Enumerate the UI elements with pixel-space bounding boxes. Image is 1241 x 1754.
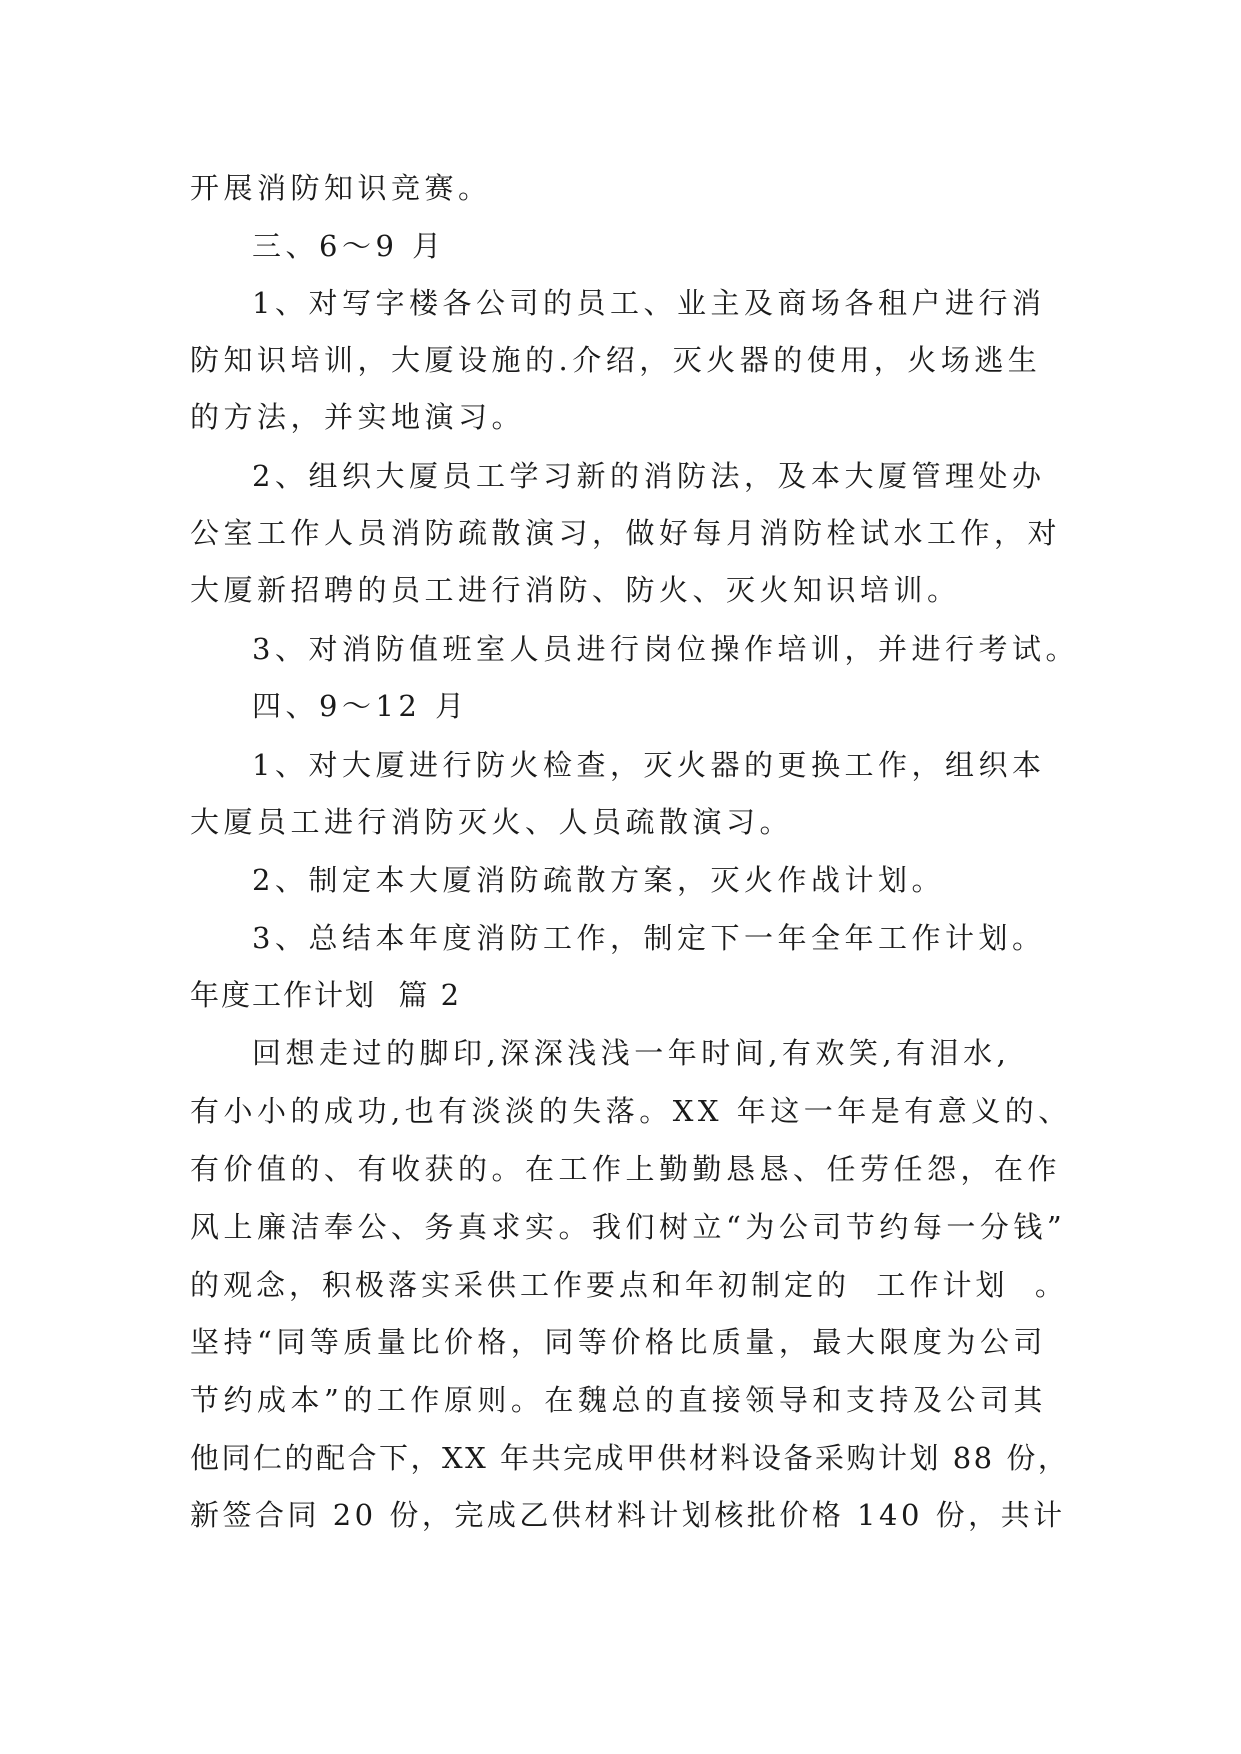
text-line: 回想走过的脚印,深深浅浅一年时间,有欢笑,有泪水, [252, 1036, 1011, 1070]
text-line: 大厦员工进行消防灭火、人员疏散演习。 [190, 805, 794, 839]
text-line: 节约成本”的工作原则。在魏总的直接领导和支持及公司其 [190, 1383, 1047, 1417]
text-line: 2、制定本大厦消防疏散方案，灭火作战计划。 [252, 863, 945, 897]
text-line: 的观念，积极落实采供工作要点和年初制定的 工作计划 。 [190, 1268, 1068, 1302]
text-line: 大厦新招聘的员工进行消防、防火、灭火知识培训。 [190, 573, 961, 607]
text-line: 3、对消防值班室人员进行岗位操作培训，并进行考试。 [252, 632, 1079, 666]
text-line: 1、对大厦进行防火检查，灭火器的更换工作，组织本 [252, 748, 1046, 782]
article-heading: 年度工作计划 篇 2 [190, 978, 462, 1012]
text-line: 开展消防知识竞赛。 [190, 171, 492, 205]
text-line: 新签合同 20 份，完成乙供材料计划核批价格 140 份，共计 [190, 1498, 1066, 1532]
text-line: 3、总结本年度消防工作，制定下一年全年工作计划。 [252, 921, 1046, 955]
text-line: 他同仁的配合下，XX 年共完成甲供材料设备采购计划 88 份， [190, 1441, 1070, 1475]
section-heading: 三、6～9 月 [252, 229, 446, 263]
text-line: 防知识培训，大厦设施的.介绍，灭火器的使用，火场逃生 [190, 343, 1042, 377]
text-line: 公室工作人员消防疏散演习，做好每月消防栓试水工作，对 [190, 516, 1062, 550]
text-line: 风上廉洁奉公、务真求实。我们树立“为公司节约每一分钱” [190, 1210, 1067, 1244]
text-line: 坚持“同等质量比价格，同等价格比质量，最大限度为公司 [190, 1325, 1047, 1359]
text-line: 2、组织大厦员工学习新的消防法，及本大厦管理处办 [252, 459, 1046, 493]
section-heading: 四、9～12 月 [252, 689, 469, 723]
text-line: 的方法，并实地演习。 [190, 400, 526, 434]
text-line: 1、对写字楼各公司的员工、业主及商场各租户进行消 [252, 286, 1046, 320]
text-line: 有小小的成功,也有淡淡的失落。XX 年这一年是有意义的、 [190, 1094, 1072, 1128]
text-line: 有价值的、有收获的。在工作上勤勤恳恳、任劳任怨，在作 [190, 1152, 1062, 1186]
